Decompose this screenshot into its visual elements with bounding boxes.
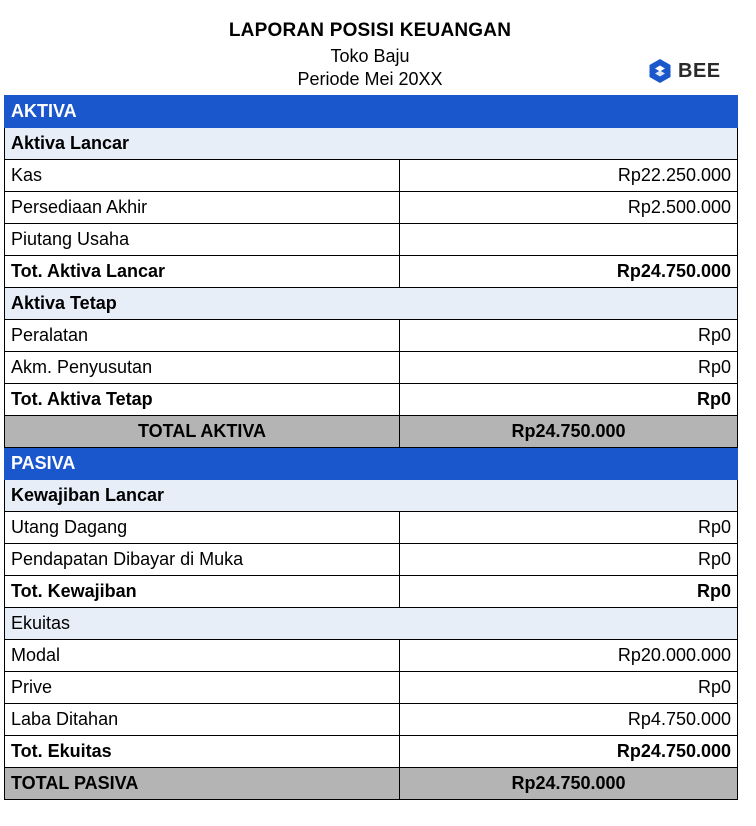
- subsection-ekuitas: [5, 608, 738, 640]
- grand-total-pasiva: [5, 768, 738, 800]
- subtotal-value: Rp0: [400, 384, 738, 416]
- grand-total-value: Rp24.750.000: [400, 768, 738, 800]
- row-label: Prive: [5, 672, 400, 704]
- table-row: [5, 352, 738, 384]
- subsection-label: Aktiva Lancar: [5, 128, 738, 160]
- subsection-label: Kewajiban Lancar: [5, 480, 738, 512]
- section-aktiva: [5, 96, 738, 128]
- row-value: Rp0: [400, 672, 738, 704]
- row-value: Rp0: [400, 512, 738, 544]
- subtotal-row: [5, 384, 738, 416]
- row-value: Rp0: [400, 320, 738, 352]
- report-header: [0, 0, 756, 95]
- subtotal-label: Tot. Kewajiban: [5, 576, 400, 608]
- row-label: Peralatan: [5, 320, 400, 352]
- subsection-aktiva-lancar: [5, 128, 738, 160]
- subtotal-value: Rp24.750.000: [400, 736, 738, 768]
- row-value: Rp0: [400, 544, 738, 576]
- subsection-label: Ekuitas: [5, 608, 738, 640]
- subtotal-value: Rp0: [400, 576, 738, 608]
- table-row: [5, 192, 738, 224]
- section-label: PASIVA: [5, 448, 738, 480]
- row-value: Rp2.500.000: [400, 192, 738, 224]
- bee-logo: [648, 57, 721, 85]
- table-row: [5, 160, 738, 192]
- row-value: [400, 224, 738, 256]
- report-title: LAPORAN POSISI KEUANGAN: [228, 20, 512, 41]
- subtotal-row: [5, 256, 738, 288]
- subtotal-label: Tot. Aktiva Tetap: [5, 384, 400, 416]
- table-row: [5, 512, 738, 544]
- table-row: [5, 320, 738, 352]
- report-period: Periode Mei 20XX: [297, 69, 443, 89]
- table-row: [5, 640, 738, 672]
- grand-total-label: TOTAL PASIVA: [5, 768, 400, 800]
- row-label: Laba Ditahan: [5, 704, 400, 736]
- balance-sheet-table: [4, 95, 738, 800]
- row-value: Rp20.000.000: [400, 640, 738, 672]
- row-label: Persediaan Akhir: [5, 192, 400, 224]
- section-pasiva: [5, 448, 738, 480]
- row-value: Rp22.250.000: [400, 160, 738, 192]
- subtotal-row: [5, 576, 738, 608]
- row-label: Modal: [5, 640, 400, 672]
- grand-total-value: Rp24.750.000: [400, 416, 738, 448]
- row-label: Piutang Usaha: [5, 224, 400, 256]
- row-label: Kas: [5, 160, 400, 192]
- row-label: Akm. Penyusutan: [5, 352, 400, 384]
- table-row: [5, 224, 738, 256]
- row-label: Utang Dagang: [5, 512, 400, 544]
- subtotal-label: Tot. Ekuitas: [5, 736, 400, 768]
- subtotal-value: Rp24.750.000: [400, 256, 738, 288]
- row-label: Pendapatan Dibayar di Muka: [5, 544, 400, 576]
- grand-total-label: TOTAL AKTIVA: [5, 416, 400, 448]
- logo-text: BEE: [678, 59, 721, 82]
- subsection-aktiva-tetap: [5, 288, 738, 320]
- store-name: Toko Baju: [330, 46, 410, 66]
- subsection-kewajiban-lancar: [5, 480, 738, 512]
- row-value: Rp0: [400, 352, 738, 384]
- row-value: Rp4.750.000: [400, 704, 738, 736]
- section-label: AKTIVA: [5, 96, 738, 128]
- table-row: [5, 544, 738, 576]
- grand-total-aktiva: [5, 416, 738, 448]
- subtotal-row: [5, 736, 738, 768]
- bee-hexagon-icon: [648, 58, 672, 84]
- subsection-label: Aktiva Tetap: [5, 288, 738, 320]
- subtotal-label: Tot. Aktiva Lancar: [5, 256, 400, 288]
- table-row: [5, 672, 738, 704]
- table-row: [5, 704, 738, 736]
